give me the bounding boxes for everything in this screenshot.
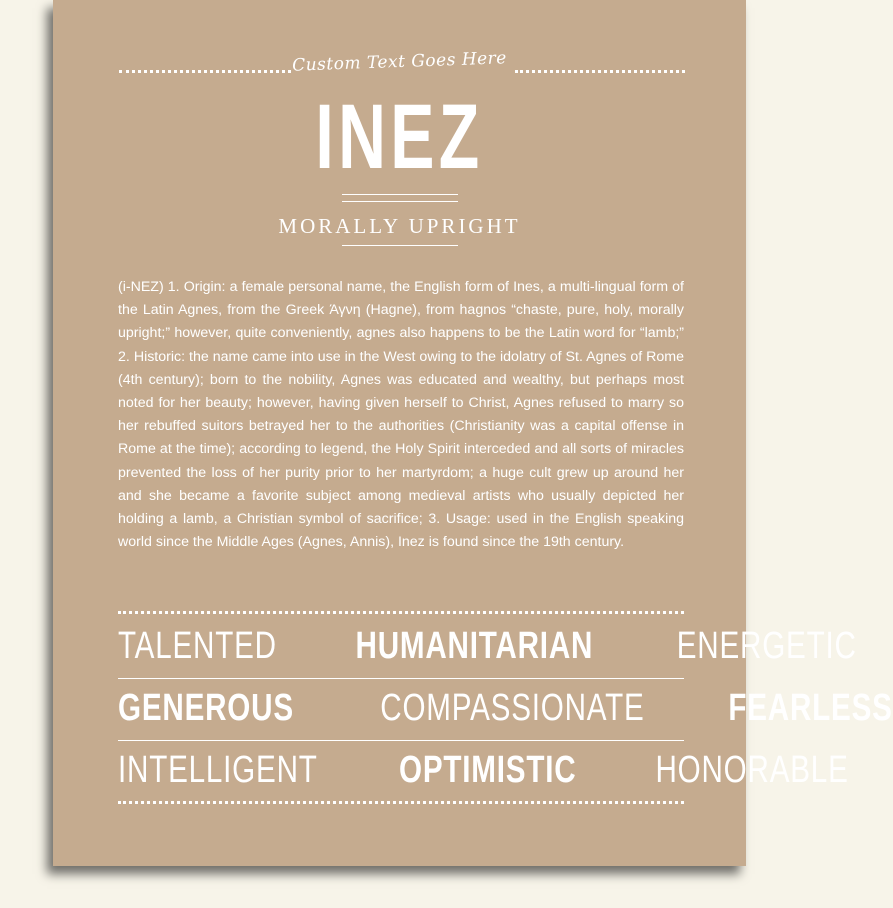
name-poster xyxy=(53,0,893,866)
pronunciation: (i-NEZ) xyxy=(118,279,164,295)
trait-divider-1 xyxy=(118,678,684,679)
meaning-underline xyxy=(342,245,458,246)
trait-word: HONORABLE xyxy=(655,748,850,791)
name-meaning: MORALLY UPRIGHT xyxy=(278,214,521,238)
trait-row-1 xyxy=(118,622,858,670)
trait-word: HUMANITARIAN xyxy=(355,624,593,667)
custom-text[interactable]: Custom Text Goes Here xyxy=(291,48,508,76)
trait-row-3 xyxy=(118,746,850,794)
name-underline-top xyxy=(342,194,458,195)
trait-word: ENERGETIC xyxy=(677,624,858,667)
trait-word: COMPASSIONATE xyxy=(380,686,646,729)
trait-word: OPTIMISTIC xyxy=(398,748,577,791)
trait-divider-2 xyxy=(118,740,684,741)
name-title: INEZ xyxy=(315,86,484,188)
name-underline-bottom xyxy=(342,201,458,202)
traits-bottom-dotted-divider xyxy=(118,801,684,804)
name-definition xyxy=(118,276,684,554)
trait-word: TALENTED xyxy=(118,624,277,667)
definition-text: 1. Origin: a female personal name, the English form of Ines, a multi-lingual form of the Latin Agnes, from the Greek Άγνη (Hagne), from hagnos “chaste, pure, holy, morally upright;” however, quite conveniently, agnes also happens to be the Latin word for “lamb;” 2. Historic: the name came into use in the West owing to the idolatry of St. Agnes of Rome (4th century); born to the nobility, Agnes was educated and wealthy, but perhaps most noted for her beauty; however, having given herself to Christ, Agnes refused to marry so her rebuffed suitors betrayed her to the authorities (Christianity was a capital offense in Rome at the time); according to legend, the Holy Spirit interceded and all sorts of miracles prevented the loss of her purity prior to her martyrdom; a huge cult grew up around her and she became a favorite subject among medieval artists who usually depicted her holding a lamb, a Christian symbol of sacrifice; 3. Usage: used in the English speaking world since the Middle Ages (Agnes, Annis), Inez is found since the 19th century. xyxy=(118,279,684,551)
trait-word: FEARLESS xyxy=(728,686,893,729)
top-right-dotted-divider xyxy=(515,70,685,73)
trait-word: GENEROUS xyxy=(118,686,294,729)
trait-row-2 xyxy=(118,684,893,732)
traits-top-dotted-divider xyxy=(118,611,684,614)
trait-word: INTELLIGENT xyxy=(118,748,318,791)
